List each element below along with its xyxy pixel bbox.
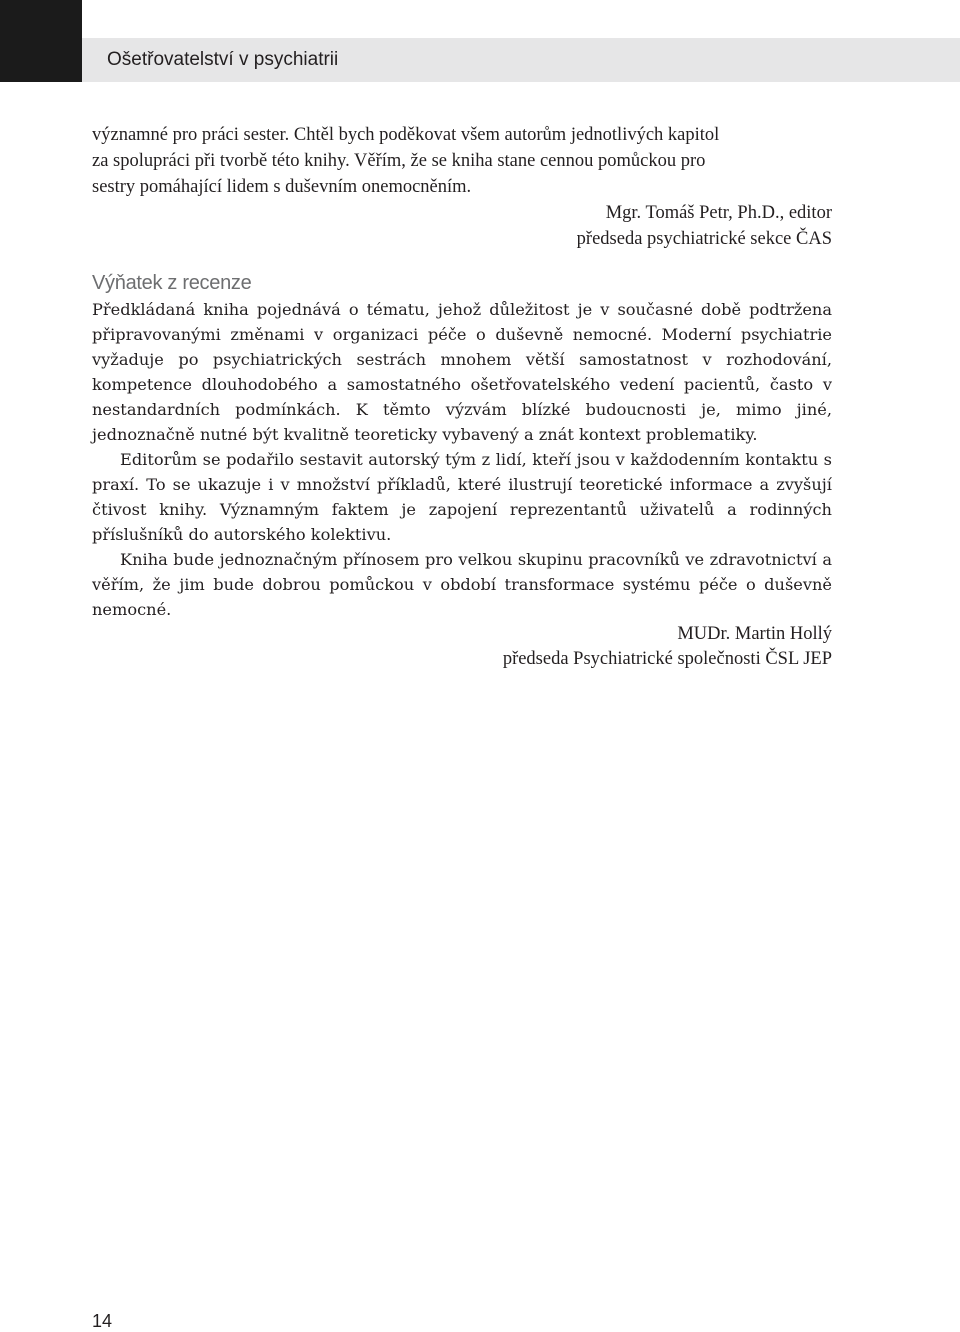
editor-signature-role: předseda psychiatrické sekce ČAS: [576, 229, 832, 249]
review-paragraph: Kniha bude jednoznačným přínosem pro velkou skupinu pracovníků ve zdravotnictví a věřím, že jim bude dobrou pomůckou v období transformace systému péče o duševně nemocné.: [92, 550, 832, 619]
page-number: 14: [92, 1311, 113, 1331]
intro-line: za spolupráci při tvorbě této knihy. Věřím, že se kniha stane cennou pomůckou pro: [92, 151, 706, 171]
reviewer-signature: [92, 622, 832, 672]
header-black-block: [0, 0, 82, 82]
review-text: [92, 297, 832, 622]
intro-text: [92, 122, 832, 200]
review-heading: Výňatek z recenze: [92, 272, 252, 294]
reviewer-signature-role: předseda Psychiatrické společnosti ČSL JEP: [502, 649, 832, 669]
review-paragraph: Předkládaná kniha pojednává o tématu, jehož důležitost je v současné době podtržena připravovanými změnami v organizaci péče o duševně nemocné. Moderní psychiatrie vyžaduje po psychiatrických sestrách mnohem větší samostatnost v rozhodování, kompetence dlouhodobého a samostatného ošetřovatelského vedení pacientů, často v nestandardních podmínkách. K těmto výzvám blízké budoucnosti je, mimo jiné, jednoznačně nutné být kvalitně teoreticky vybavený a znát kontext problematiky.: [92, 300, 832, 444]
intro-line: sestry pomáhající lidem s duševním onemocněním.: [92, 177, 472, 197]
review-paragraph: Editorům se podařilo sestavit autorský tým z lidí, kteří jsou v každodenním kontaktu s praxí. To se ukazuje i v množství příkladů, které ilustrují teoretické informace a zvyšují čtivost knihy. Významným faktem je zapojení reprezentantů uživatelů a rodinných příslušníků do autorského kolektivu.: [92, 450, 832, 544]
intro-line: významné pro práci sester. Chtěl bych poděkovat všem autorům jednotlivých kapitol: [92, 125, 720, 145]
editor-signature-name: Mgr. Tomáš Petr, Ph.D., editor: [605, 203, 832, 223]
reviewer-signature-name: MUDr. Martin Hollý: [677, 624, 832, 644]
running-head: Ošetřovatelství v psychiatrii: [107, 49, 339, 70]
editor-signature: [92, 200, 832, 252]
